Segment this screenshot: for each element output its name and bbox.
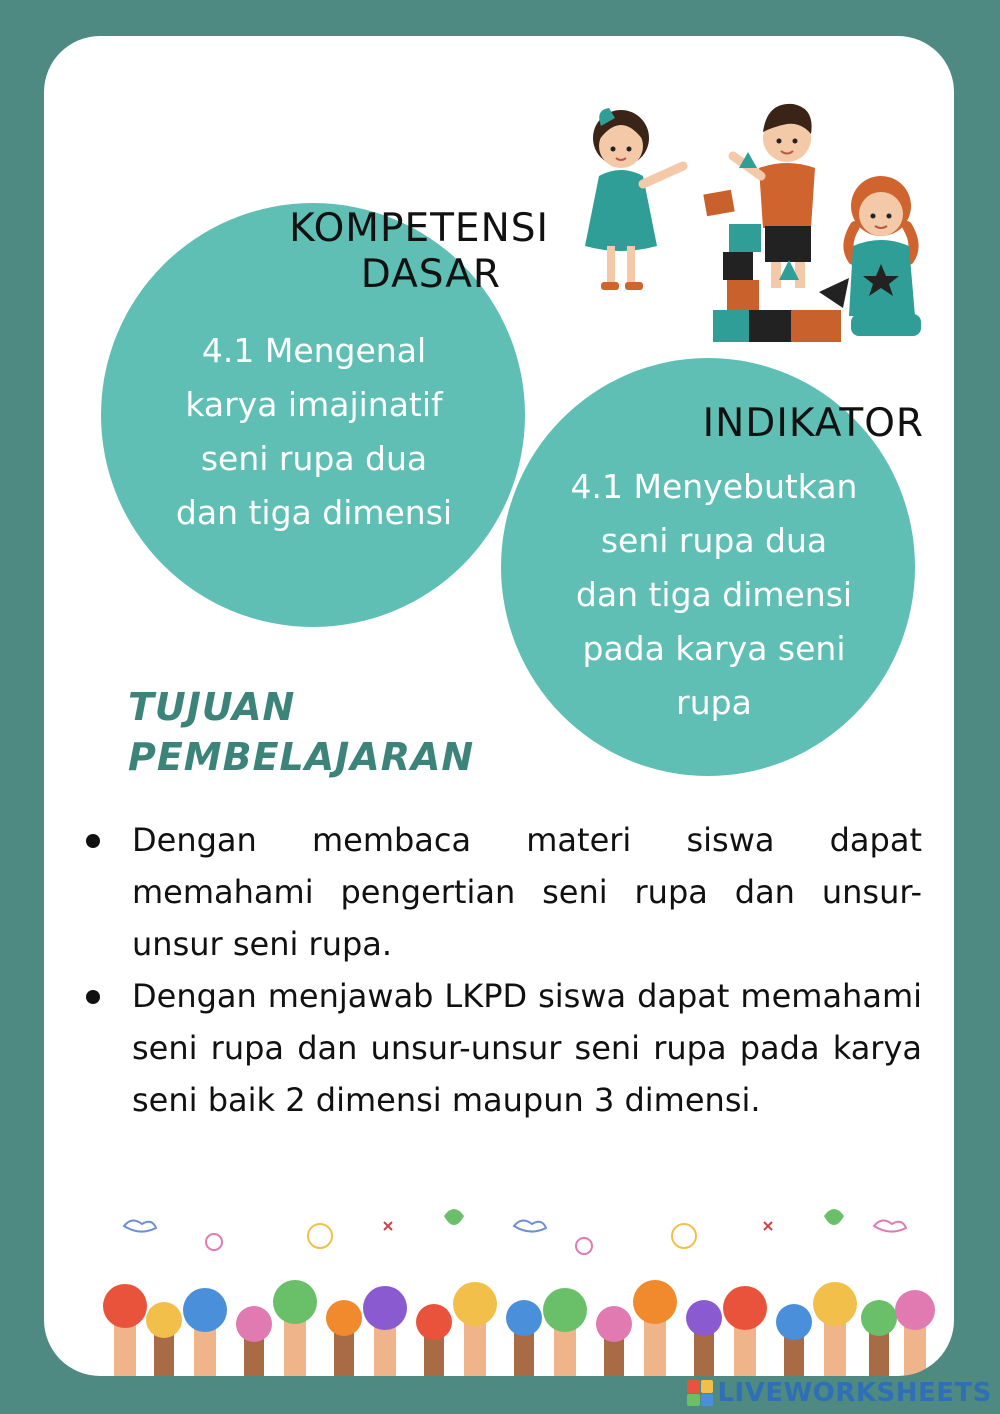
worksheet-card	[44, 36, 954, 1376]
tujuan-pembelajaran-title	[128, 682, 474, 782]
kompetensi-title-line2: DASAR	[360, 252, 501, 298]
tujuan-item-text: Dengan menjawab LKPD siswa dapat memahami seni rupa dan unsur-unsur seni rupa pada karya seni baik 2 dimensi maupun 3 dimensi.	[132, 977, 922, 1119]
liveworksheets-watermark	[687, 1378, 992, 1408]
hands-row	[103, 1280, 935, 1376]
tujuan-item-text: Dengan membaca materi siswa dapat memahami pengertian seni rupa dan unsur-unsur seni rupa.	[132, 821, 922, 963]
doodles	[124, 1209, 906, 1254]
watermark-text: LIVEWORKSHEETS	[717, 1378, 992, 1408]
children-building-blocks-illustration	[559, 96, 929, 346]
tujuan-title-line1: TUJUAN	[128, 685, 296, 729]
tujuan-list	[132, 814, 922, 1126]
list-item	[132, 970, 922, 1126]
kompetensi-line: 4.1 Mengenal	[201, 331, 427, 370]
girl-right-figure	[848, 176, 921, 336]
kompetensi-line: dan tiga dimensi	[175, 493, 453, 532]
kompetensi-line: karya imajinatif	[185, 385, 443, 424]
indikator-line: dan tiga dimensi	[575, 575, 853, 614]
indikator-title: INDIKATOR	[702, 401, 924, 446]
kompetensi-dasar-text	[154, 324, 474, 540]
colorful-hands-footer	[44, 1196, 954, 1376]
indikator-line: pada karya seni	[582, 629, 846, 668]
kompetensi-dasar-title	[249, 206, 549, 298]
girl-left-figure	[585, 108, 683, 290]
indikator-line: seni rupa dua	[600, 521, 828, 560]
kompetensi-title-line1: KOMPETENSI	[289, 206, 549, 251]
bullet-icon	[86, 834, 100, 848]
list-item	[132, 814, 922, 970]
liveworksheets-logo-icon	[687, 1380, 713, 1406]
tujuan-title-line2: PEMBELAJARAN	[128, 735, 475, 779]
indikator-line: rupa	[676, 683, 752, 722]
bullet-icon	[86, 990, 100, 1004]
indikator-line: 4.1 Menyebutkan	[570, 467, 858, 506]
kompetensi-line: seni rupa dua	[200, 439, 428, 478]
indikator-text	[544, 460, 884, 730]
